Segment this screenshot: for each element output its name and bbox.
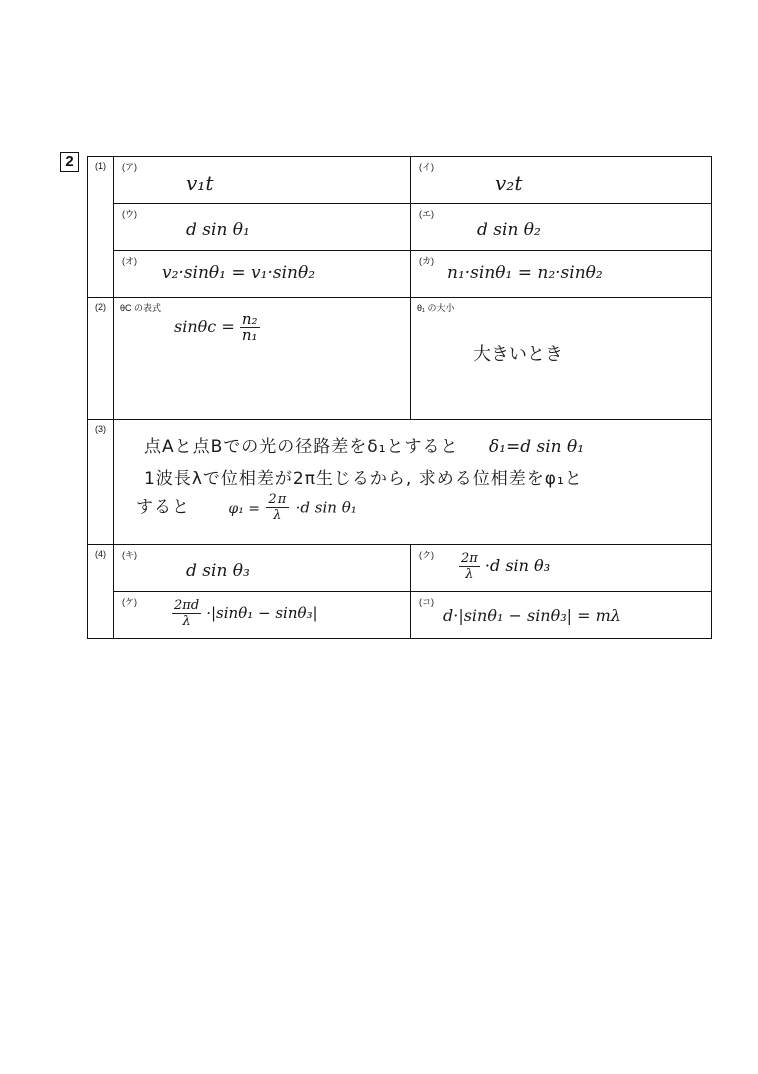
theta-c-numerator: n₂ [241, 310, 258, 328]
label-theta-c: θC の表式 [120, 303, 162, 313]
label-u: (ウ) [122, 209, 137, 219]
theta-c-denominator: n₁ [241, 326, 258, 344]
p3-line1-math: δ₁=d sin θ₁ [488, 437, 585, 457]
answer-theta1-size: 大きいとき [473, 344, 563, 365]
answer-ko: d·|sinθ₁ − sinθ₃| = mλ [443, 606, 621, 625]
answer-sheet [87, 156, 712, 639]
label-o: (オ) [122, 256, 137, 266]
answer-cell-ka[interactable] [411, 251, 712, 298]
answer-cell-3[interactable] [114, 420, 712, 545]
p3-line1-text: 点Aと点Bでの光の径路差をδ₁とすると [144, 437, 459, 457]
row-number-1: (1) [88, 157, 114, 298]
answer-cell-theta-c[interactable] [114, 298, 411, 420]
answer-cell-ke[interactable] [114, 592, 411, 639]
answer-cell-ki[interactable] [114, 545, 411, 592]
label-theta1-size: θ₁ の大小 [417, 303, 455, 313]
ku-numerator: 2π [461, 551, 478, 566]
answer-cell-e[interactable] [411, 204, 712, 251]
label-ka: (カ) [419, 256, 434, 266]
label-ku: (ク) [419, 550, 434, 560]
answer-o: v₂·sinθ₁ = v₁·sinθ₂ [162, 263, 316, 283]
ke-denominator: λ [182, 614, 191, 629]
label-ko: (コ) [419, 597, 434, 607]
ku-rest: ·d sin θ₃ [484, 556, 551, 575]
label-e: (エ) [419, 209, 434, 219]
answer-u: d sin θ₁ [186, 220, 250, 240]
p3-line2: 1波長λで位相差が2π生じるから, 求める位相差をφ₁と [144, 469, 583, 489]
ke-numerator: 2πd [174, 598, 200, 613]
answer-e: d sin θ₂ [477, 220, 541, 240]
p3-line3-text: すると [136, 497, 190, 518]
theta-c-fraction [240, 312, 260, 343]
label-ki: (キ) [122, 550, 137, 560]
answer-ka: n₁·sinθ₁ = n₂·sinθ₂ [447, 263, 603, 283]
row-number-2: (2) [88, 298, 114, 420]
label-ke: (ケ) [122, 597, 137, 607]
label-a: (ア) [122, 162, 137, 172]
row-number-3: (3) [88, 420, 114, 545]
answer-cell-i[interactable] [411, 157, 712, 204]
p3-phi-lhs: φ₁ = [228, 500, 261, 517]
p3-numerator: 2π [268, 492, 288, 507]
p3-fraction [266, 492, 289, 523]
p3-denominator: λ [273, 508, 283, 523]
row-number-4: (4) [88, 545, 114, 639]
answer-cell-u[interactable] [114, 204, 411, 251]
label-i: (イ) [419, 162, 434, 172]
theta-c-lhs: sinθc = [174, 317, 235, 336]
answer-cell-o[interactable] [114, 251, 411, 298]
answer-a: v₁t [186, 171, 214, 195]
p3-phi-rest: ·d sin θ₁ [295, 498, 357, 517]
ku-denominator: λ [465, 567, 474, 582]
ke-rest: ·|sinθ₁ − sinθ₃| [206, 604, 318, 622]
answer-cell-ko[interactable] [411, 592, 712, 639]
ke-fraction [172, 598, 201, 629]
answer-cell-ku[interactable] [411, 545, 712, 592]
answer-cell-a[interactable] [114, 157, 411, 204]
ku-fraction [459, 551, 480, 582]
answer-cell-theta1-size[interactable] [411, 298, 712, 420]
answer-ki: d sin θ₃ [186, 561, 250, 581]
answer-i: v₂t [495, 171, 523, 195]
question-number: 2 [60, 152, 79, 172]
